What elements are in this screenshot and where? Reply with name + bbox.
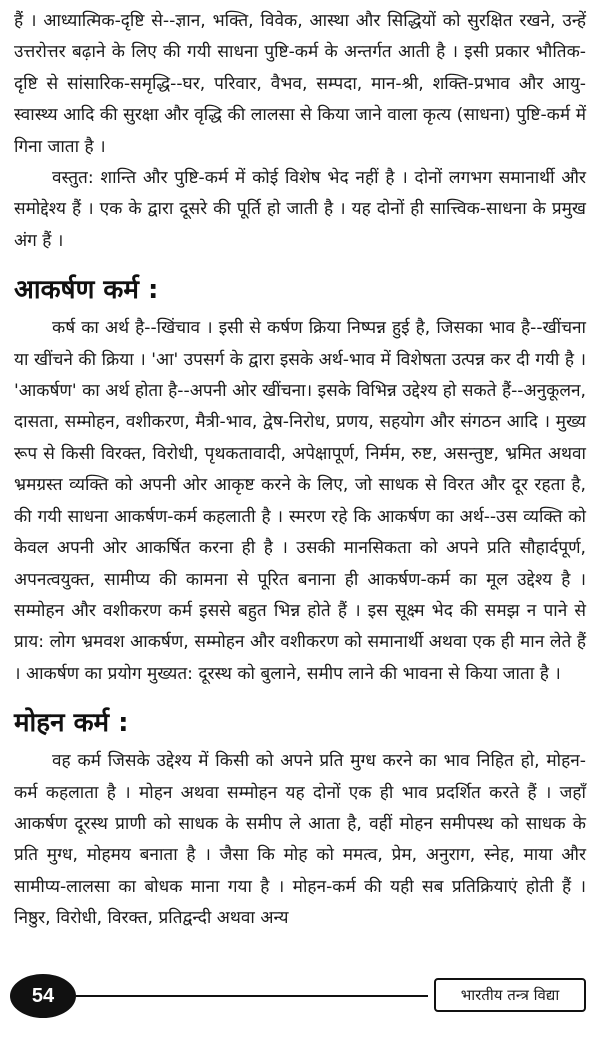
paragraph-pushti-continued: हैं । आध्यात्मिक-दृष्टि से--ज्ञान, भक्ति, विवेक, आस्था और सिद्धियों को सुरक्षित रखने, उन्हें उत्तरोत्तर बढ़ाने के लिए की गयी साधना पुष्टि-कर्म के अन्तर्गत आती है । इसी प्रकार भौतिक-दृष्टि से सांसारिक-समृद्धि--घर, परिवार, वैभव, सम्पदा, मान-श्री, शक्ति-प्रभाव और आयु-स्वास्थ्य आदि की सुरक्षा और वृद्धि की लालसा से किया जाने वाला कृत्य (साधना) पुष्टि-कर्म में गिना जाता है । <box>14 11 586 157</box>
heading-mohan-karm: मोहन कर्म : <box>14 708 129 739</box>
paragraph-akarshan: कर्ष का अर्थ है--खिंचाव । इसी से कर्षण क्रिया निष्पन्न हुई है, जिसका भाव है--खींचना या खींचने की क्रिया । 'आ' उपसर्ग के द्वारा इसके अर्थ-भाव में विशेषता उत्पन्न कर दी गयी है । 'आकर्षण' का अर्थ होता है--अपनी ओर खींचना। इसके विभिन्न उद्देश्य हो सकते हैं--अनुकूलन, दासता, सम्मोहन, वशीकरण, मैत्री-भाव, द्वेष-निरोध, प्रणय, सहयोग और संगठन आदि । मुख्य रूप से किसी विरक्त, विरोधी, पृथकतावादी, अपेक्षापूर्ण, निर्मम, रुष्ट, असन्तुष्ट, भ्रमित अथवा भ्रमग्रस्त व्यक्ति को अपनी ओर आकृष्ट करने के लिए, जो साधक से विरत और दूर रहता है, की गयी साधना आकर्षण-कर्म कहलाती है । स्मरण रहे कि आकर्षण का अर्थ--उस व्यक्ति को केवल अपनी ओर आकर्षित करना ही है । उसकी मानसिकता को अपने प्रति सौहार्दपूर्ण, अपनत्वयुक्त, सामीप्य की कामना से पूरित बनाना ही आकर्षण-कर्म का मूल उद्देश्य है । सम्मोहन और वशीकरण कर्म इससे बहुत भिन्न होते हैं । इस सूक्ष्म भेद की समझ न पाने से प्राय: लोग भ्रमवश आकर्षण, सम्मोहन और वशीकरण को समानार्थी अथवा एक ही मान लेते हैं । आकर्षण का प्रयोग मुख्यत: दूरस्थ को बुलाने, समीप लाने की भावना से किया जाता है । <box>14 318 586 684</box>
book-title-box: भारतीय तन्त्र विद्या <box>434 978 586 1012</box>
paragraph-mohan: वह कर्म जिसके उद्देश्य में किसी को अपने प्रति मुग्ध करने का भाव निहित हो, मोहन-कर्म कहलाता है । मोहन अथवा सम्मोहन यह दोनों एक ही भाव प्रदर्शित करते हैं । जहाँ आकर्षण दूरस्थ प्राणी को साधक के समीप ले आता है, वहीं मोहन समीपस्थ को साधक के प्रति मुग्ध, मोहमय बनाता है । जैसा कि मोह को ममत्व, प्रेम, अनुराग, स्नेह, माया और सामीप्य-लालसा का बोधक माना गया है । मोहन-कर्म की यही सब प्रतिक्रियाएं होती हैं । निष्ठुर, विरोधी, विरक्त, प्रतिद्वन्दी अथवा अन्य <box>14 751 586 929</box>
paragraph-shanti-pushti: वस्तुत: शान्ति और पुष्टि-कर्म में कोई विशेष भेद नहीं है । दोनों लगभग समानार्थी और समोद्देश्य हैं । एक के द्वारा दूसरे की पूर्ति हो जाती है । यह दोनों ही सात्त्विक-साधना के प्रमुख अंग हैं । <box>14 168 586 251</box>
footer-divider <box>76 995 428 997</box>
page-footer <box>10 974 586 1020</box>
page-number: 54 <box>10 974 76 1018</box>
heading-akarshan-karm: आकर्षण कर्म : <box>14 275 159 306</box>
